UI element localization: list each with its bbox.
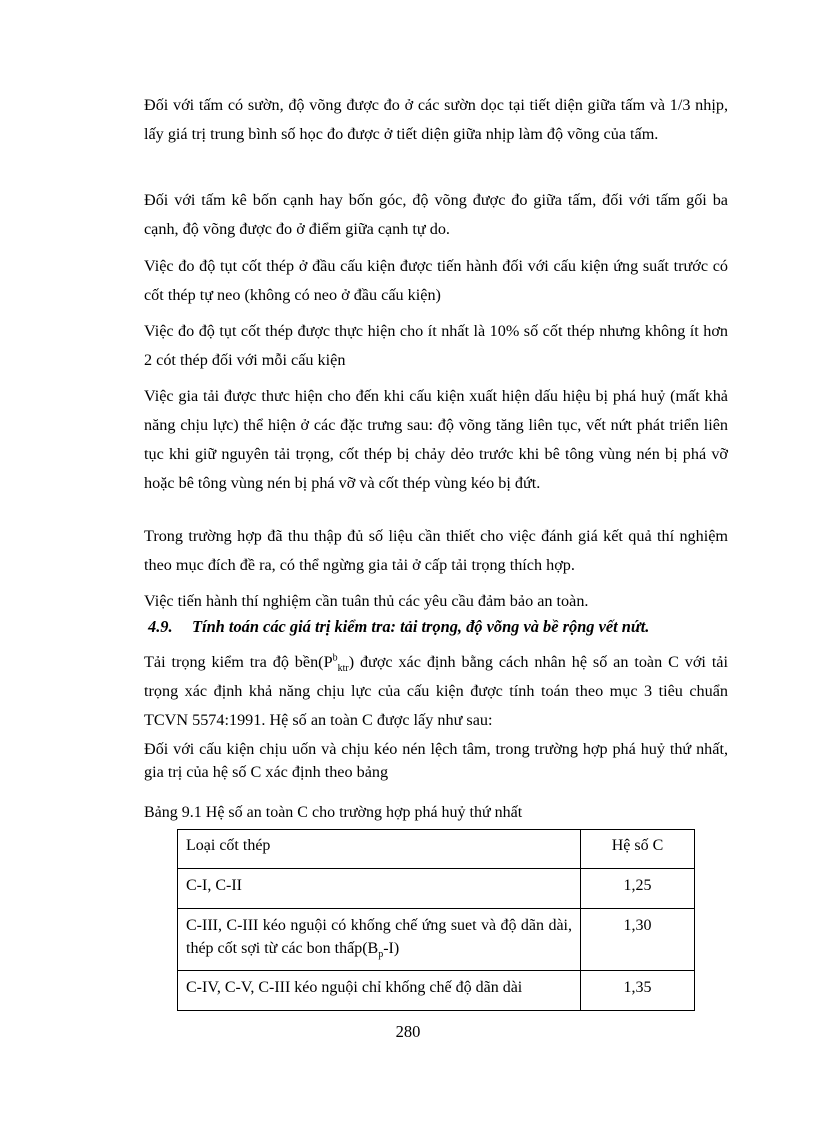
header-coefficient: Hệ số C bbox=[581, 830, 695, 869]
page-number: 280 bbox=[395, 1022, 421, 1041]
section-heading bbox=[148, 617, 748, 637]
paragraph-ribbed-slab: Đối với tấm có sườn, độ võng được đo ở các sườn dọc tại tiết diện giữa tấm và 1/3 nhịp, lấy giá trị trung bình số học đo được ở tiết diện giữa nhịp làm độ võng của tấm. bbox=[144, 96, 728, 143]
table-row bbox=[178, 971, 695, 1011]
coefficient-cell: 1,30 bbox=[581, 909, 695, 971]
paragraph-loading-failure: Việc gia tải được thưc hiện cho đến khi cấu kiện xuất hiện dấu hiệu bị phá huỷ (mất khả năng chịu lực) thể hiện ở các đặc trưng sau: độ võng tăng liên tục, vết nứt phát triển liên tục khi giữ nguyên tải trọng, cốt thép bị chảy dẻo trước khi bê tông vùng nén bị phá vỡ hoặc bê tông vùng nén bị phá vỡ và cốt thép vùng kéo bị đứt. bbox=[144, 387, 728, 492]
section-title: Tính toán các giá trị kiểm tra: tải trọng, độ võng và bề rộng vết nứt. bbox=[192, 617, 650, 636]
table-row bbox=[178, 869, 695, 909]
coefficient-cell: 1,35 bbox=[581, 971, 695, 1011]
paragraph-bending-members: Đối với cấu kiện chịu uốn và chịu kéo nén lệch tâm, trong trường hợp phá huỷ thứ nhất, gia trị của hệ số C xác định theo bảng bbox=[144, 740, 728, 781]
table-row bbox=[178, 909, 695, 971]
header-steel-type: Loại cốt thép bbox=[178, 830, 581, 869]
paragraph-four-edge-slab: Đối với tấm kê bốn cạnh hay bốn góc, độ võng được đo giữa tấm, đối với tấm gối ba cạnh, độ võng được đo ở điểm giữa cạnh tự do. bbox=[144, 191, 728, 238]
table-caption: Bảng 9.1 Hệ số an toàn C cho trường hợp phá huỷ thứ nhất bbox=[144, 804, 523, 821]
paragraph-stop-loading: Trong trường hợp đã thu thập đủ số liệu cần thiết cho việc đánh giá kết quả thí nghiệm theo mục đích đề ra, có thể ngừng gia tải ở cấp tải trọng thích hợp. bbox=[144, 527, 728, 574]
load-symbol-subscript: ktr bbox=[337, 663, 349, 675]
steel-type-text: C-III, C-III kéo nguội có khống chế ứng suet và độ dãn dài, thép cốt sợi từ các bon thấp(B bbox=[186, 917, 572, 957]
steel-type-text-end: -I) bbox=[383, 940, 400, 957]
steel-type-cell: C-I, C-II bbox=[178, 869, 581, 909]
section-number: 4.9. bbox=[148, 617, 173, 636]
paragraph-safety: Việc tiến hành thí nghiệm cần tuân thủ các yêu cầu đảm bảo an toàn. bbox=[144, 592, 589, 610]
table-header-row bbox=[178, 830, 695, 869]
steel-type-cell bbox=[178, 909, 581, 971]
steel-type-subscript: p bbox=[378, 949, 384, 961]
paragraph-steel-slip-count: Việc đo độ tụt cốt thép được thực hiện cho ít nhất là 10% số cốt thép nhưng không ít hơn 2 cót thép đối với mỗi cấu kiện bbox=[144, 322, 728, 369]
load-symbol-superscript: b bbox=[332, 652, 338, 664]
paragraph-steel-slip: Việc đo độ tụt cốt thép ở đầu cấu kiện được tiến hành đối với cấu kiện ứng suất trước có cốt thép tự neo (không có neo ở đầu cấu kiện) bbox=[144, 257, 728, 304]
load-text-before: Tải trọng kiểm tra độ bền(P bbox=[144, 653, 333, 671]
load-text-after: ) được xác định bằng cách nhân hệ số an toàn C với tải trọng xác định khả năng chịu lực của cấu kiện được tính toán theo mục 3 tiêu chuẩn TCVN 5574:1991. Hệ số an toàn C được lấy như sau: bbox=[144, 653, 728, 729]
safety-coefficient-table bbox=[177, 829, 695, 1011]
coefficient-cell: 1,25 bbox=[581, 869, 695, 909]
steel-type-cell: C-IV, C-V, C-III kéo nguội chỉ khống chế độ dãn dài bbox=[178, 971, 581, 1011]
paragraph-test-load bbox=[144, 648, 728, 735]
